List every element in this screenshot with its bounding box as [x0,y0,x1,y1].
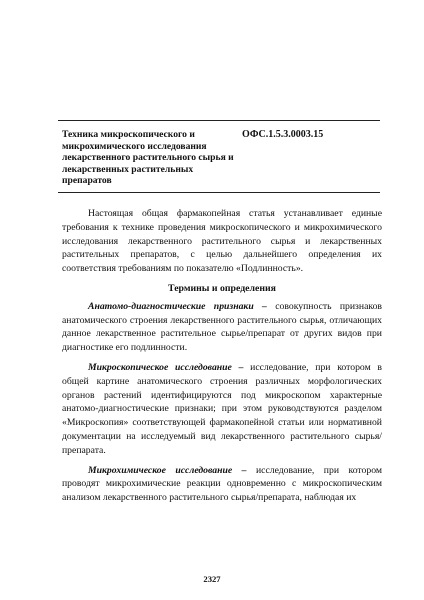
definition-text: исследование, при котором в общей картине анатомического строения различных морфологических органов растений идентифицируются под микроскопом характерные анатомо-диагностические признаки; при этом руководствуются разделом «Микроскопия» соответствующей фармакопейной статьи или нормативной документации на исследуемый вид лекарственного растительного сырья/препарата. [62,361,382,456]
definition-paragraph [62,300,382,355]
intro-paragraph: Настоящая общая фармакопейная статья устанавливает единые требования к технике проведения микроскопического и микрохимического исследования лекарственного растительного сырья и лекарственных растительных препаратов, с целью дальнейшего определения их соответствия требованиям по показателю «Подлинность». [62,208,382,275]
document-body [62,207,382,511]
definition-term: Микрохимическое исследование – [88,464,247,476]
header-top-rule [58,120,380,121]
document-code: ОФС.1.5.3.0003.15 [242,129,324,140]
section-heading: Термины и определения [168,282,276,294]
document-title: Техника микроскопического и микрохимического исследования лекарственного растительного сырья и лекарственных растительных препаратов [62,129,234,187]
definition-paragraph [62,464,382,505]
definition-term: Анатомо-диагностические признаки – [88,300,267,312]
definition-text: исследование, при котором проводят микрохимические реакции одновременно с микроскопическим анализом лекарственного растительного сырья/препарата, наблюдая их [62,464,382,504]
header-bottom-rule [58,192,380,193]
definition-paragraph [62,361,382,458]
definition-text: совокупность признаков анатомического строения лекарственного растительного сырья, отличающих данное лекарственное растительное сырье/препарат от других видов при диагностике его подлинности. [62,300,382,354]
page-number: 2327 [203,574,221,584]
definition-term: Микроскопическое исследование – [88,361,244,373]
